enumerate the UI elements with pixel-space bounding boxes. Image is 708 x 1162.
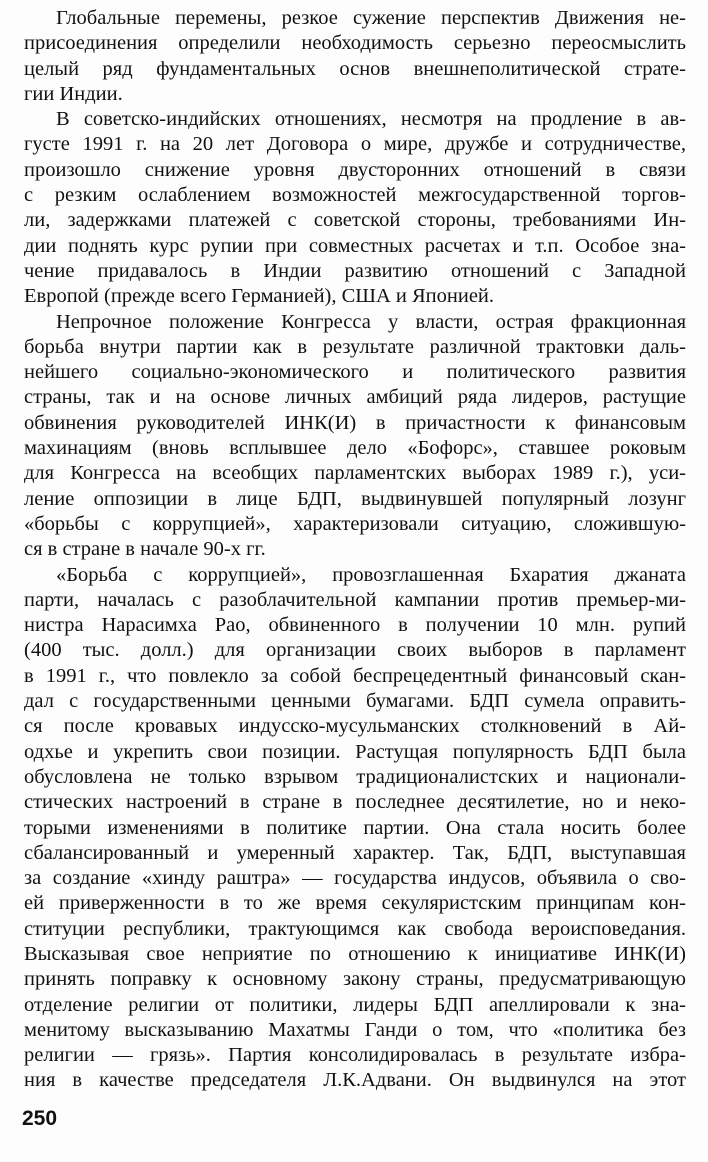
text-line: присоединения определили необходимость серьезно переосмыслить [24, 32, 686, 55]
text-line: гии Индии. [24, 82, 123, 105]
text-line: принять поправку к основному закону страны, предусматривающую [24, 968, 686, 991]
text-line: Глобальные перемены, резкое сужение перспектив Движения не- [56, 7, 686, 29]
text-line: страны, так и на основе личных амбиций ряда лидеров, растущие [24, 386, 686, 409]
text-line: В советско-индийских отношениях, несмотря на продление в ав- [56, 108, 686, 131]
text-line: с резким ослаблением возможностей межгосударственной торгов- [24, 184, 686, 207]
text-line: парти, началась с разоблачительной кампании против премьер-ми- [24, 588, 686, 611]
text-line: обвинения руководителей ИНК(И) в причастности к финансовым [24, 411, 686, 434]
text-line: торыми изменениями в политике партии. Она стала носить более [24, 816, 686, 839]
text-line: отделение религии от политики, лидеры БДП апеллировали к зна- [24, 993, 686, 1016]
text-line: ния в качестве председателя Л.К.Адвани. Он выдвинулся на этот [24, 1069, 686, 1092]
text-line: Непрочное положение Конгресса у власти, острая фракционная [56, 310, 686, 333]
text-line: Европой (прежде всего Германией), США и Японией. [24, 285, 495, 308]
text-line: Высказывая свое неприятие по отношению к инициативе ИНК(И) [24, 942, 686, 965]
text-line: нистра Нарасимха Рао, обвиненного в получении 10 млн. рупий [24, 614, 686, 637]
text-line: сбалансированный и умеренный характер. Так, БДП, выступавшая [24, 841, 686, 864]
text-line: ли, задержками платежей с советской стороны, требованиями Ин- [24, 209, 686, 232]
text-line: религии — грязь». Партия консолидировалась в результате избра- [24, 1044, 686, 1067]
text-line: махинациям (вновь всплывшее дело «Бофорс», ставшее роковым [24, 437, 686, 460]
text-line: нейшего социально-экономического и политического развития [24, 361, 686, 384]
text-line: ей приверженности в то же время секуляристским принципам кон- [24, 892, 686, 915]
text-line: для Конгресса на всеобщих парламентских выборах 1989 г.), уси- [24, 462, 686, 485]
text-line: одхье и укрепить свои позиции. Растущая популярность БДП была [24, 740, 686, 763]
text-line: целый ряд фундаментальных основ внешнеполитической страте- [24, 57, 686, 80]
text-line: ся в стране в начале 90-х гг. [24, 538, 266, 561]
text-line: менитому высказыванию Махатмы Ганди о том, что «политика без [24, 1018, 686, 1041]
body-text [24, 6, 686, 1094]
text-line: ление оппозиции в лице БДП, выдвинувшей популярный лозунг [24, 487, 686, 510]
text-line: дии поднять курс рупии при совместных расчетах и т.п. Особое зна- [24, 234, 686, 257]
text-line: «Борьба с коррупцией», провозглашенная Бхаратия джаната [56, 563, 686, 586]
text-line: стических настроений в стране в последнее десятилетие, но и неко- [24, 791, 686, 814]
text-line: дал с государственными ценными бумагами. БДП сумела оправить- [24, 690, 686, 713]
text-line: густе 1991 г. на 20 лет Договора о мире, дружбе и сотрудничестве, [24, 133, 686, 156]
page-number: 250 [22, 1107, 58, 1130]
text-line: борьба внутри партии как в результате различной трактовки даль- [24, 335, 686, 358]
text-line: «борьбы с коррупцией», характеризовали ситуацию, сложившую- [24, 512, 686, 535]
text-line: в 1991 г., что повлекло за собой беспрецедентный финансовый скан- [24, 664, 686, 687]
text-line: (400 тыс. долл.) для организации своих выборов в парламент [24, 639, 686, 662]
text-line: за создание «хинду раштра» — государства индусов, объявила о сво- [24, 867, 686, 890]
text-line: обусловлена не только взрывом традиционалистских и национали- [24, 765, 686, 788]
text-line: чение придавалось в Индии развитию отношений с Западной [24, 259, 686, 282]
text-line: ституции республики, трактующимся как свобода вероисповедания. [24, 917, 686, 940]
text-line: произошло снижение уровня двусторонних отношений в связи [24, 158, 686, 181]
text-line: ся после кровавых индусско-мусульманских столкновений в Ай- [24, 715, 686, 738]
